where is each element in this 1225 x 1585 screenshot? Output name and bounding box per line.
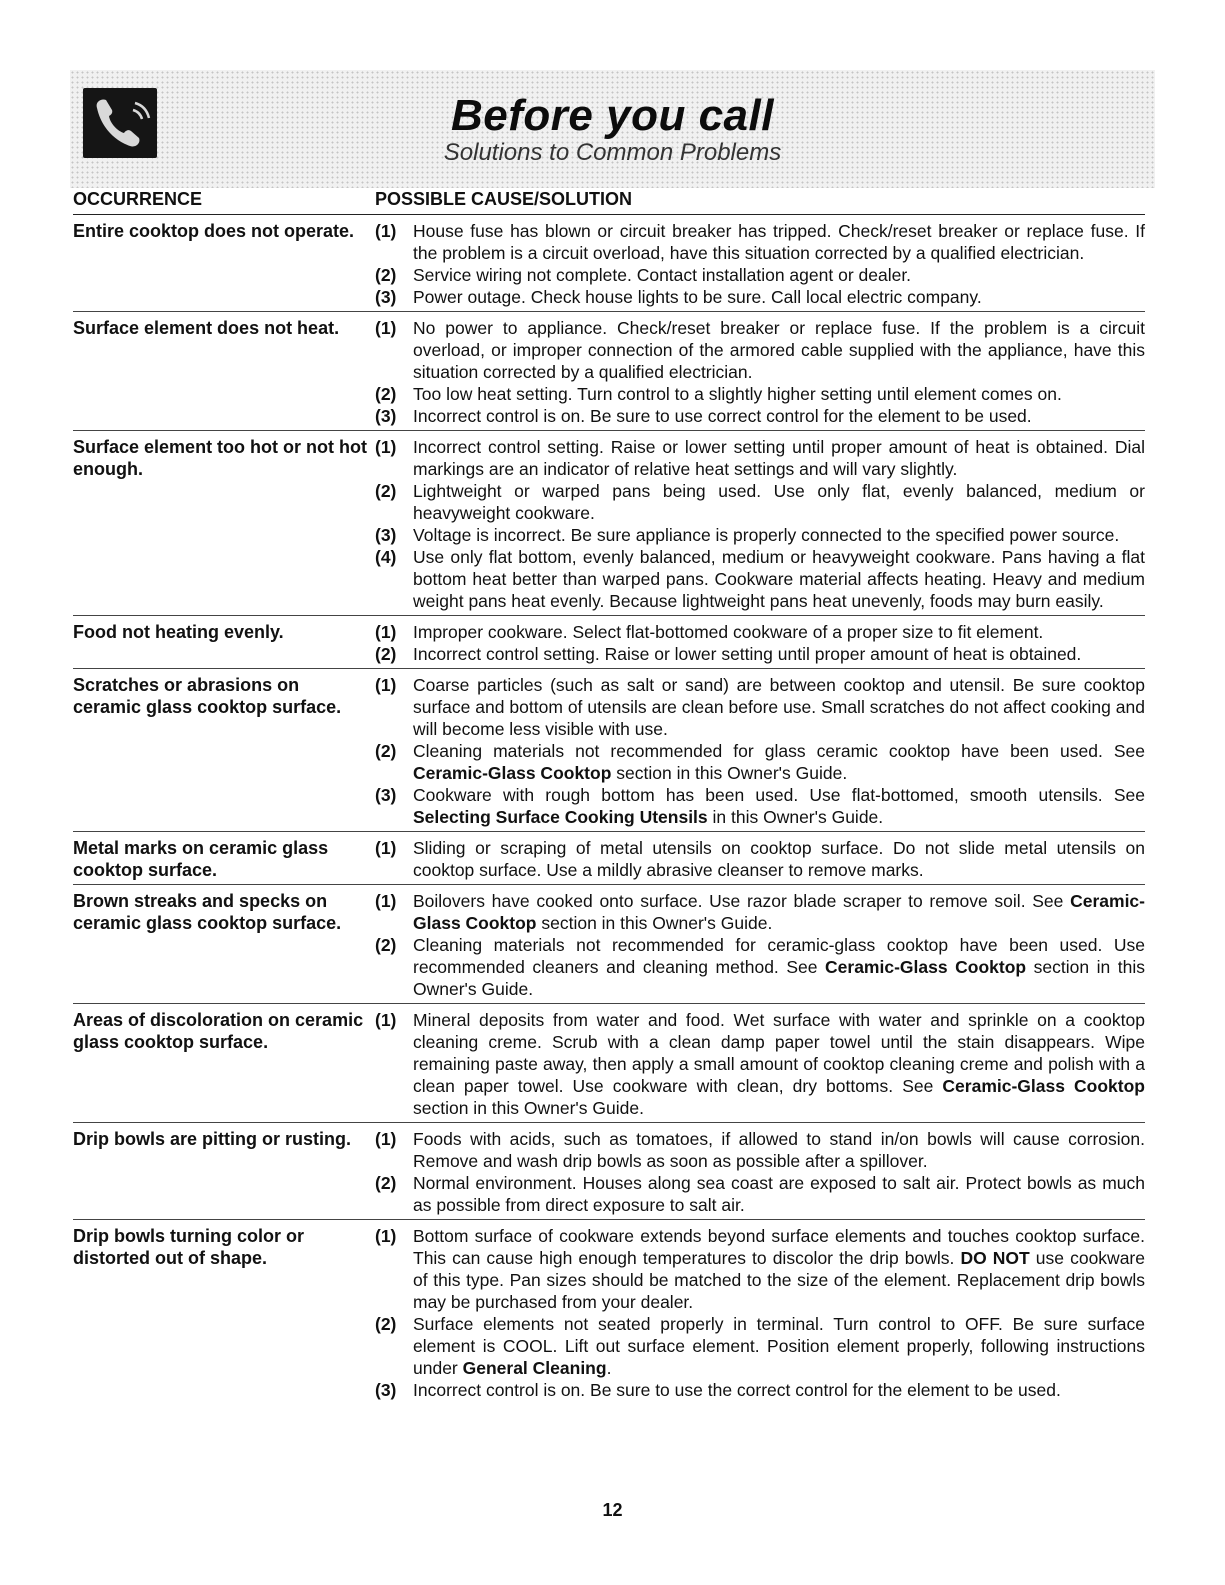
solution-item (375, 740, 1145, 784)
solution-text: Sliding or scraping of metal utensils on cooktop surface. Do not slide metal utensils on cooktop surface. Use a mildly abrasive cleanser to remove marks. (413, 838, 1145, 880)
solution-text-part: Cleaning materials not recommended for ceramic-glass cooktop have been used. Use recommended cleaners and cleaning method. See (413, 935, 1145, 977)
solution-text: Foods with acids, such as tomatoes, if allowed to stand in/on bowls will cause corrosion. Remove and wash drip bowls as soon as possible after a spillover. (413, 1129, 1145, 1171)
solution-text: Use only flat bottom, evenly balanced, medium or heavyweight cookware. Pans having a flat bottom heat better than warped pans. Cookware material affects heating. Heavy and medium weight pans heat evenly. Because lightweight pans heat unevenly, foods may burn easily. (413, 547, 1145, 611)
solution-text-part: Cleaning materials not recommended for glass ceramic cooktop have been used. See (413, 741, 1145, 761)
table-row (73, 431, 1145, 616)
solution-text: Voltage is incorrect. Be sure appliance is properly connected to the specified power source. (413, 525, 1120, 545)
solution-item (375, 890, 1145, 934)
solution-text (413, 1009, 1145, 1119)
solution-text: Coarse particles (such as salt or sand) are between cooktop and utensil. Be sure cooktop surface and bottom of utensils are clean before use. Small scratches do not affect cooking and will become less visible with use. (413, 675, 1145, 739)
page-number: 12 (602, 1500, 623, 1520)
cause-column-header: POSSIBLE CAUSE/SOLUTION (375, 189, 633, 209)
occurrence-text: Food not heating evenly. (73, 622, 284, 642)
table-row (73, 832, 1145, 885)
occurrence-text: Surface element too hot or not hot enough. (73, 437, 368, 479)
solution-number: (3) (375, 785, 397, 805)
table-body (73, 215, 1145, 1404)
solution-item (375, 220, 1145, 264)
solution-number: (2) (375, 1173, 397, 1193)
occurrence-text: Drip bowls turning color or distorted out of shape. (73, 1226, 304, 1268)
solution-number: (1) (375, 891, 397, 911)
solution-item (375, 436, 1145, 480)
occurrence-text: Brown streaks and specks on ceramic glass cooktop surface. (73, 891, 342, 933)
solution-number: (1) (375, 1226, 397, 1246)
solution-item (375, 480, 1145, 524)
solution-number: (1) (375, 838, 397, 858)
solution-emphasis: Ceramic-Glass Cooktop (825, 957, 1027, 977)
solutions-list (375, 220, 1145, 308)
table-row (73, 669, 1145, 832)
table-header (73, 184, 1145, 215)
occurrence-text: Entire cooktop does not operate. (73, 221, 355, 241)
occurrence-text: Areas of discoloration on ceramic glass cooktop surface. (73, 1010, 364, 1052)
solution-item (375, 784, 1145, 828)
solution-number: (2) (375, 481, 397, 501)
troubleshooting-table (73, 184, 1145, 1404)
solution-text: No power to appliance. Check/reset breaker or replace fuse. If the problem is a circuit overload, or improper connection of the armored cable supplied with the appliance, have this situation corrected by a qualified electrician. (413, 318, 1145, 382)
solution-text: Power outage. Check house lights to be sure. Call local electric company. (413, 287, 982, 307)
header-banner (70, 70, 1155, 188)
solution-text: Service wiring not complete. Contact installation agent or dealer. (413, 265, 912, 285)
occurrence-text: Scratches or abrasions on ceramic glass cooktop surface. (73, 675, 342, 717)
solution-text: Incorrect control is on. Be sure to use the correct control for the element to be used. (413, 1380, 1061, 1400)
solution-item (375, 1313, 1145, 1379)
table-row (73, 312, 1145, 431)
solution-text-part: Surface elements not seated properly in terminal. Turn control to OFF. Be sure surface element is COOL. Lift out surface element. Position element properly, following instructions under (413, 1314, 1145, 1378)
solution-text-part: Boilovers have cooked onto surface. Use razor blade scraper to remove soil. See (413, 891, 1071, 911)
solution-emphasis: DO NOT (960, 1248, 1030, 1268)
solution-item (375, 1128, 1145, 1172)
solution-emphasis: Ceramic-Glass Cooktop (413, 891, 1145, 933)
solution-number: (1) (375, 622, 397, 642)
solution-text (413, 934, 1145, 1000)
solution-number: (1) (375, 318, 397, 338)
solution-number: (2) (375, 741, 397, 761)
solutions-list (375, 674, 1145, 828)
table-row (73, 616, 1145, 669)
solutions-list (375, 621, 1145, 665)
solutions-list (375, 317, 1145, 427)
solution-emphasis: Ceramic-Glass Cooktop (413, 763, 612, 783)
solution-item (375, 1379, 1145, 1401)
solution-text-part: Mineral deposits from water and food. Wet surface with water and sprinkle on a cooktop cleaning creme. Scrub with a clean damp paper towel until the stain disappears. Wipe remaining paste away, then apply a small amount of cooktop cleaning creme and polish with a clean paper towel. Use cookware with clean, dry bottoms. See (413, 1010, 1145, 1096)
solution-text-part: section in this Owner's Guide. (536, 913, 773, 933)
solution-text-part: Bottom surface of cookware extends beyond surface elements and touches cooktop surface. This can cause high enough temperatures to discolor the drip bowls. (413, 1226, 1145, 1268)
solution-number: (3) (375, 1380, 397, 1400)
solution-text-part: Cookware with rough bottom has been used. Use flat-bottomed, smooth utensils. See (413, 785, 1145, 805)
solution-text: Lightweight or warped pans being used. Use only flat, evenly balanced, medium or heavyweight cookware. (413, 481, 1145, 523)
solution-emphasis: General Cleaning (462, 1358, 607, 1378)
solution-item (375, 1225, 1145, 1313)
solutions-list (375, 1009, 1145, 1119)
table-row (73, 1004, 1145, 1123)
solution-text (413, 890, 1145, 934)
solution-item (375, 405, 1145, 427)
solution-item (375, 317, 1145, 383)
occurrence-text: Drip bowls are pitting or rusting. (73, 1129, 352, 1149)
solution-item (375, 643, 1145, 665)
occurrence-text: Metal marks on ceramic glass cooktop surface. (73, 838, 329, 880)
solution-item (375, 837, 1145, 881)
solution-item (375, 1009, 1145, 1119)
solution-item (375, 264, 1145, 286)
page-title: Before you call (451, 91, 774, 140)
table-row (73, 1220, 1145, 1404)
solution-emphasis: Ceramic-Glass Cooktop (942, 1076, 1146, 1096)
solution-item (375, 1172, 1145, 1216)
solution-number: (2) (375, 644, 397, 664)
solutions-list (375, 1128, 1145, 1216)
solution-number: (1) (375, 1129, 397, 1149)
table-row (73, 1123, 1145, 1220)
solution-number: (3) (375, 525, 397, 545)
solution-item (375, 621, 1145, 643)
solution-number: (4) (375, 547, 397, 567)
solution-text: Incorrect control is on. Be sure to use correct control for the element to be used. (413, 406, 1032, 426)
solution-item (375, 383, 1145, 405)
solution-emphasis: Selecting Surface Cooking Utensils (413, 807, 708, 827)
solutions-list (375, 890, 1145, 1000)
solution-number: (2) (375, 384, 397, 404)
occurrence-text: Surface element does not heat. (73, 318, 340, 338)
solution-text-part: section in this Owner's Guide. (413, 1098, 644, 1118)
table-row (73, 885, 1145, 1004)
solution-text: Normal environment. Houses along sea coast are exposed to salt air. Protect bowls as much as possible from direct exposure to salt air. (413, 1173, 1145, 1215)
solution-number: (1) (375, 437, 397, 457)
solution-number: (2) (375, 1314, 397, 1334)
solution-text-part: . (606, 1358, 612, 1378)
solution-number: (3) (375, 406, 397, 426)
solution-number: (2) (375, 265, 397, 285)
table-row (73, 215, 1145, 312)
solution-text-part: section in this Owner's Guide. (413, 957, 1146, 999)
solution-number: (2) (375, 935, 397, 955)
page-subtitle: Solutions to Common Problems (443, 139, 782, 166)
solution-text: Incorrect control setting. Raise or lower setting until proper amount of heat is obtained. Dial markings are an indicator of relative heat settings and will vary slightly. (413, 437, 1145, 479)
solution-text (413, 740, 1145, 784)
solution-number: (1) (375, 675, 397, 695)
solution-number: (3) (375, 287, 397, 307)
solutions-list (375, 837, 1145, 881)
solution-item (375, 524, 1145, 546)
occurrence-column-header: OCCURRENCE (73, 189, 203, 209)
solution-text (413, 1225, 1145, 1313)
solution-item (375, 546, 1145, 612)
solution-text-part: section in this Owner's Guide. (611, 763, 848, 783)
solution-text-part: in this Owner's Guide. (707, 807, 884, 827)
solution-text: House fuse has blown or circuit breaker has tripped. Check/reset breaker or replace fuse. If the problem is a circuit overload, have this situation corrected by a qualified electrician. (413, 221, 1145, 263)
solution-text (413, 784, 1145, 828)
solution-item (375, 286, 1145, 308)
solution-text (413, 1313, 1145, 1379)
solution-number: (1) (375, 1010, 397, 1030)
solutions-list (375, 436, 1145, 612)
solution-item (375, 674, 1145, 740)
solution-text: Incorrect control setting. Raise or lower setting until proper amount of heat is obtained. (413, 644, 1082, 664)
solution-text-part: use cookware of this type. Pan sizes should be matched to the size of the element. Replacement drip bowls may be purchased from your dealer. (413, 1248, 1145, 1312)
solution-text: Too low heat setting. Turn control to a slightly higher setting until element comes on. (413, 384, 1062, 404)
solutions-list (375, 1225, 1145, 1401)
solution-number: (1) (375, 221, 397, 241)
solution-item (375, 934, 1145, 1000)
solution-text: Improper cookware. Select flat-bottomed cookware of a proper size to fit element. (413, 622, 1044, 642)
